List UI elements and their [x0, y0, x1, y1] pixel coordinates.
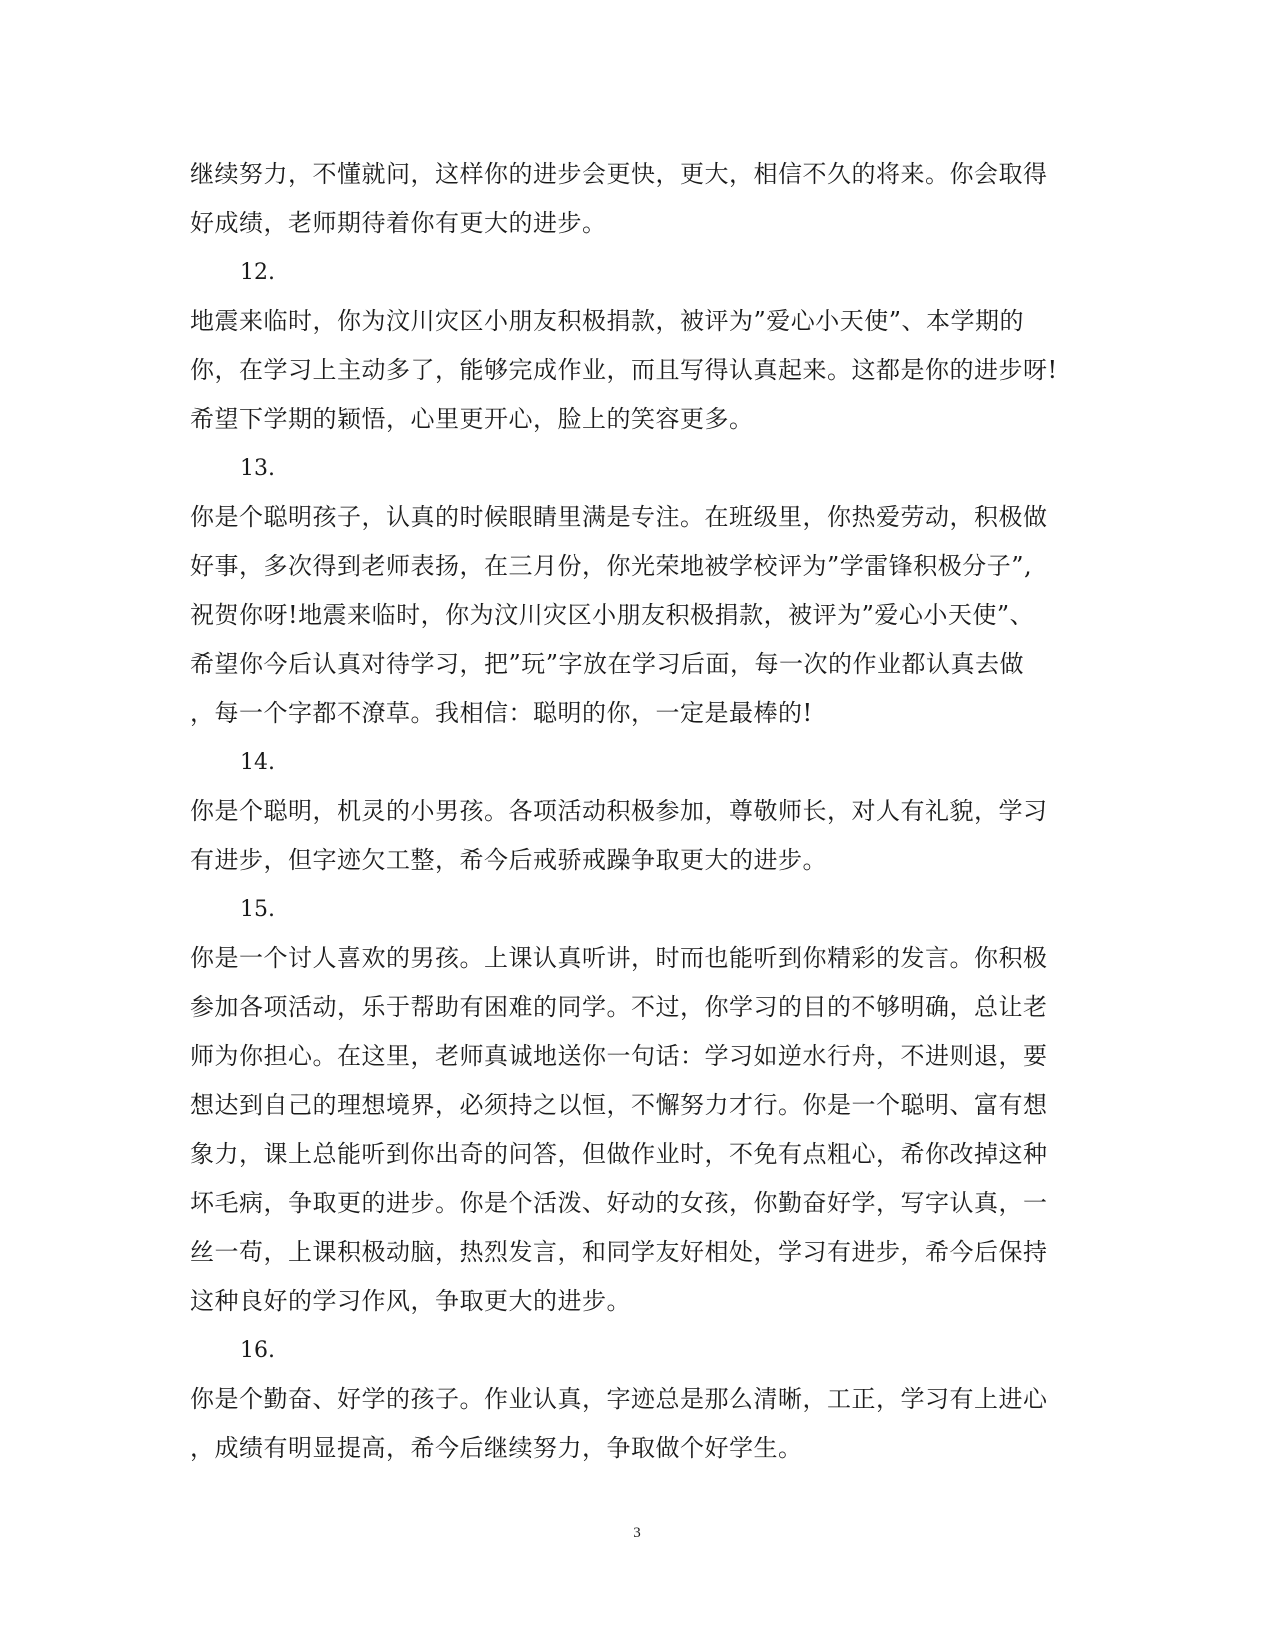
- text-line: ，每一个字都不潦草。我相信：聪明的你，一定是最棒的!: [190, 699, 813, 727]
- text-line: 好成绩，老师期待着你有更大的进步。: [190, 209, 607, 237]
- text-line: 希望你今后认真对待学习，把”玩”字放在学习后面，每一次的作业都认真去做: [190, 650, 1025, 678]
- paragraph: [190, 297, 1070, 444]
- text-line: 你是个聪明孩子，认真的时候眼睛里满是专注。在班级里，你热爱劳动，积极做: [190, 503, 1048, 531]
- text-line: 希望下学期的颖悟，心里更开心，脸上的笑容更多。: [190, 405, 754, 433]
- page-number: 3: [633, 1525, 641, 1541]
- text-line: 坏毛病，争取更的进步。你是个活泼、好动的女孩，你勤奋好学，写字认真，一: [190, 1189, 1048, 1217]
- item-number: 14.: [240, 750, 275, 775]
- item-number: 15.: [240, 897, 275, 922]
- document-body: [190, 150, 1070, 1473]
- paragraph: [190, 787, 1070, 885]
- text-line: 这种良好的学习作风，争取更大的进步。: [190, 1287, 631, 1315]
- text-line: 继续努力，不懂就问，这样你的进步会更快，更大，相信不久的将来。你会取得: [190, 160, 1048, 188]
- text-line: 想达到自己的理想境界，必须持之以恒，不懈努力才行。你是一个聪明、富有想: [190, 1091, 1048, 1119]
- text-line: 你是个聪明，机灵的小男孩。各项活动积极参加，尊敬师长，对人有礼貌，学习: [190, 797, 1048, 825]
- item-number: 16.: [240, 1338, 275, 1363]
- text-line: 有进步，但字迹欠工整，希今后戒骄戒躁争取更大的进步。: [190, 846, 827, 874]
- paragraph: [190, 493, 1070, 738]
- text-line: 好事，多次得到老师表扬，在三月份，你光荣地被学校评为”学雷锋积极分子”,: [190, 552, 1033, 580]
- item-number: 12.: [240, 260, 275, 285]
- text-line: 地震来临时，你为汶川灾区小朋友积极捐款，被评为”爱心小天使”、本学期的: [190, 307, 1025, 335]
- text-line: ，成绩有明显提高，希今后继续努力，争取做个好学生。: [190, 1434, 803, 1462]
- item-number: 13.: [240, 456, 275, 481]
- text-line: 你是一个讨人喜欢的男孩。上课认真听讲，时而也能听到你精彩的发言。你积极: [190, 944, 1048, 972]
- text-line: 师为你担心。在这里，老师真诚地送你一句话：学习如逆水行舟，不进则退，要: [190, 1042, 1048, 1070]
- text-line: 象力，课上总能听到你出奇的问答，但做作业时，不免有点粗心，希你改掉这种: [190, 1140, 1048, 1168]
- paragraph: [190, 150, 1070, 248]
- text-line: 参加各项活动，乐于帮助有困难的同学。不过，你学习的目的不够明确，总让老: [190, 993, 1048, 1021]
- text-line: 你是个勤奋、好学的孩子。作业认真，字迹总是那么清晰，工正，学习有上进心: [190, 1385, 1048, 1413]
- paragraph: [190, 934, 1070, 1326]
- text-line: 祝贺你呀!地震来临时，你为汶川灾区小朋友积极捐款，被评为”爱心小天使”、: [190, 601, 1035, 629]
- paragraph: [190, 1375, 1070, 1473]
- text-line: 丝一苟，上课积极动脑，热烈发言，和同学友好相处，学习有进步，希今后保持: [190, 1238, 1048, 1266]
- text-line: 你，在学习上主动多了，能够完成作业，而且写得认真起来。这都是你的进步呀!: [190, 356, 1058, 384]
